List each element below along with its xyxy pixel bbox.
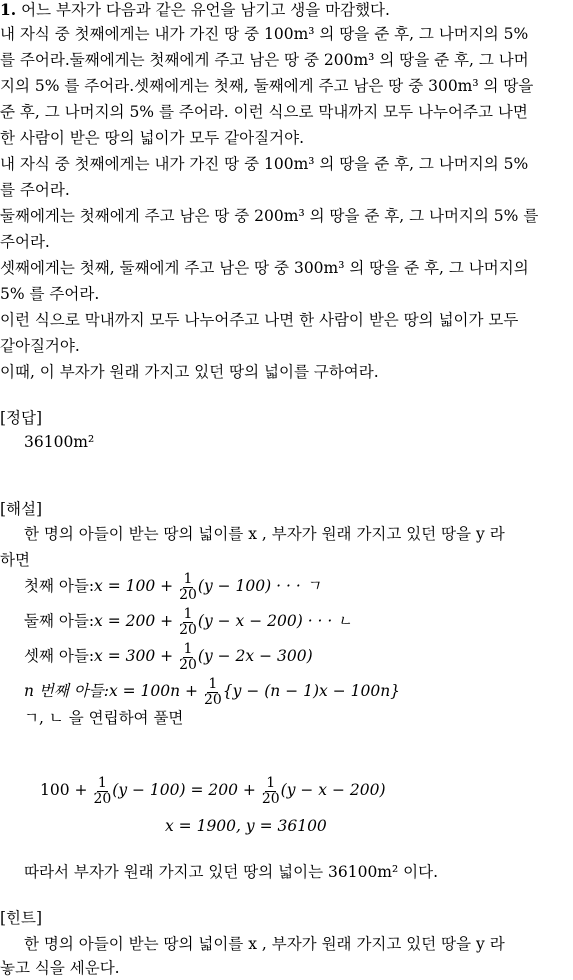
problem-p2-line-8: 같아질거야. [0, 337, 80, 355]
problem-p2-line-5: 셋째에게는 첫째, 둘째에게 주고 남은 땅 중 300m³ 의 땅을 준 후, 그 나머지의 [0, 259, 529, 277]
equation-1-label: 첫째 아들: [24, 577, 95, 595]
explanation-intro-1: 한 명의 아들이 받는 땅의 넓이를 x , 부자가 원래 가지고 있던 땅을 y 라 [24, 525, 505, 543]
system-equation [40, 774, 386, 807]
fraction-numerator: 1 [183, 570, 193, 587]
system-result: x = 1900, y = 36100 [165, 817, 327, 835]
equation-1-right: (y − 100) · · · ㄱ [197, 577, 321, 595]
equation-2 [24, 606, 352, 638]
fraction-numerator: 1 [97, 774, 107, 791]
problem-p2-line-1: 내 자식 중 첫째에게는 내가 가진 땅 중 100m³ 의 땅을 준 후, 그 나머지의 5% [0, 155, 529, 173]
equation-4-fraction [204, 677, 222, 708]
equation-3-label: 셋째 아들: [24, 647, 95, 665]
equation-3-left: x = 300 + [94, 647, 174, 665]
fraction-numerator: 1 [183, 605, 193, 622]
system-fraction-1 [93, 776, 111, 807]
problem-intro: 어느 부자가 다음과 같은 유언을 남기고 생을 마감했다. [21, 1, 390, 19]
fraction-denominator: 20 [93, 790, 112, 807]
problem-p1-line-4: 준 후, 그 나머지의 5% 를 주어라. 이런 식으로 막내까지 모두 나누어주고 나면 [0, 103, 528, 121]
fraction-numerator: 1 [266, 774, 276, 791]
system-left: 100 + [40, 781, 88, 799]
problem-p2-line-7: 이런 식으로 막내까지 모두 나누어주고 나면 한 사람이 받은 땅의 넓이가 모두 [0, 311, 519, 329]
fraction-denominator: 20 [179, 656, 197, 673]
fraction-numerator: 1 [208, 675, 218, 692]
explanation-heading: [해설] [0, 500, 43, 518]
problem-p2-line-4: 주어라. [0, 233, 50, 251]
problem-p1-line-1: 내 자식 중 첫째에게는 내가 가진 땅 중 100m³ 의 땅을 준 후, 그 나머지의 5% [0, 25, 529, 43]
equation-2-fraction [179, 607, 197, 638]
explanation-intro-2: 하면 [0, 551, 30, 569]
problem-first-line [0, 0, 390, 20]
problem-p1-line-3: 지의 5% 를 주어라.셋째에게는 첫째, 둘째에게 주고 남은 땅 중 300m³ 의 땅을 [0, 77, 534, 95]
problem-p2-line-2: 를 주어라. [0, 181, 70, 199]
hint-heading: [힌트] [0, 909, 43, 927]
equation-2-right: (y − x − 200) · · · ㄴ [197, 612, 353, 630]
hint-line-1: 한 명의 아들이 받는 땅의 넓이를 x , 부자가 원래 가지고 있던 땅을 y 라 [24, 935, 505, 953]
fraction-numerator: 1 [183, 640, 193, 657]
system-fraction-2 [262, 776, 280, 807]
fraction-denominator: 20 [179, 621, 197, 638]
equation-4 [24, 676, 400, 708]
equation-3 [24, 641, 313, 673]
problem-p2-line-6: 5% 를 주어라. [0, 285, 100, 303]
answer-value: 36100m² [24, 433, 95, 451]
equation-2-label: 둘째 아들: [24, 612, 95, 630]
hint-line-2: 놓고 식을 세운다. [0, 959, 120, 977]
problem-number: 1. [0, 0, 17, 19]
system-middle: (y − 100) = 200 + [112, 781, 256, 799]
problem-p1-line-5: 한 사람이 받은 땅의 넓이가 모두 같아질거야. [0, 129, 305, 147]
equation-1-fraction [179, 572, 197, 603]
equation-3-right: (y − 2x − 300) [197, 647, 313, 665]
solve-instruction: ㄱ, ㄴ 을 연립하여 풀면 [24, 709, 184, 727]
equation-4-right: {y − (n − 1)x − 100n} [222, 682, 401, 700]
equation-4-label: n 번째 아들: [24, 682, 109, 700]
answer-heading: [정답] [0, 409, 43, 427]
explanation-conclusion: 따라서 부자가 원래 가지고 있던 땅의 넓이는 36100m² 이다. [24, 863, 439, 881]
problem-p2-line-3: 둘째에게는 첫째에게 주고 남은 땅 중 200m³ 의 땅을 준 후, 그 나머지의 5% 를 [0, 207, 539, 225]
fraction-denominator: 20 [203, 691, 222, 708]
fraction-denominator: 20 [261, 790, 280, 807]
problem-question: 이때, 이 부자가 원래 가지고 있던 땅의 넓이를 구하여라. [0, 363, 379, 381]
equation-4-left: x = 100n + [108, 682, 199, 700]
equation-1 [24, 571, 321, 603]
equation-1-left: x = 100 + [94, 577, 174, 595]
system-right: (y − x − 200) [280, 781, 386, 799]
fraction-denominator: 20 [179, 586, 197, 603]
equation-3-fraction [179, 642, 197, 673]
problem-p1-line-2: 를 주어라.둘째에게는 첫째에게 주고 남은 땅 중 200m³ 의 땅을 준 후, 그 나머 [0, 51, 529, 69]
equation-2-left: x = 200 + [94, 612, 174, 630]
